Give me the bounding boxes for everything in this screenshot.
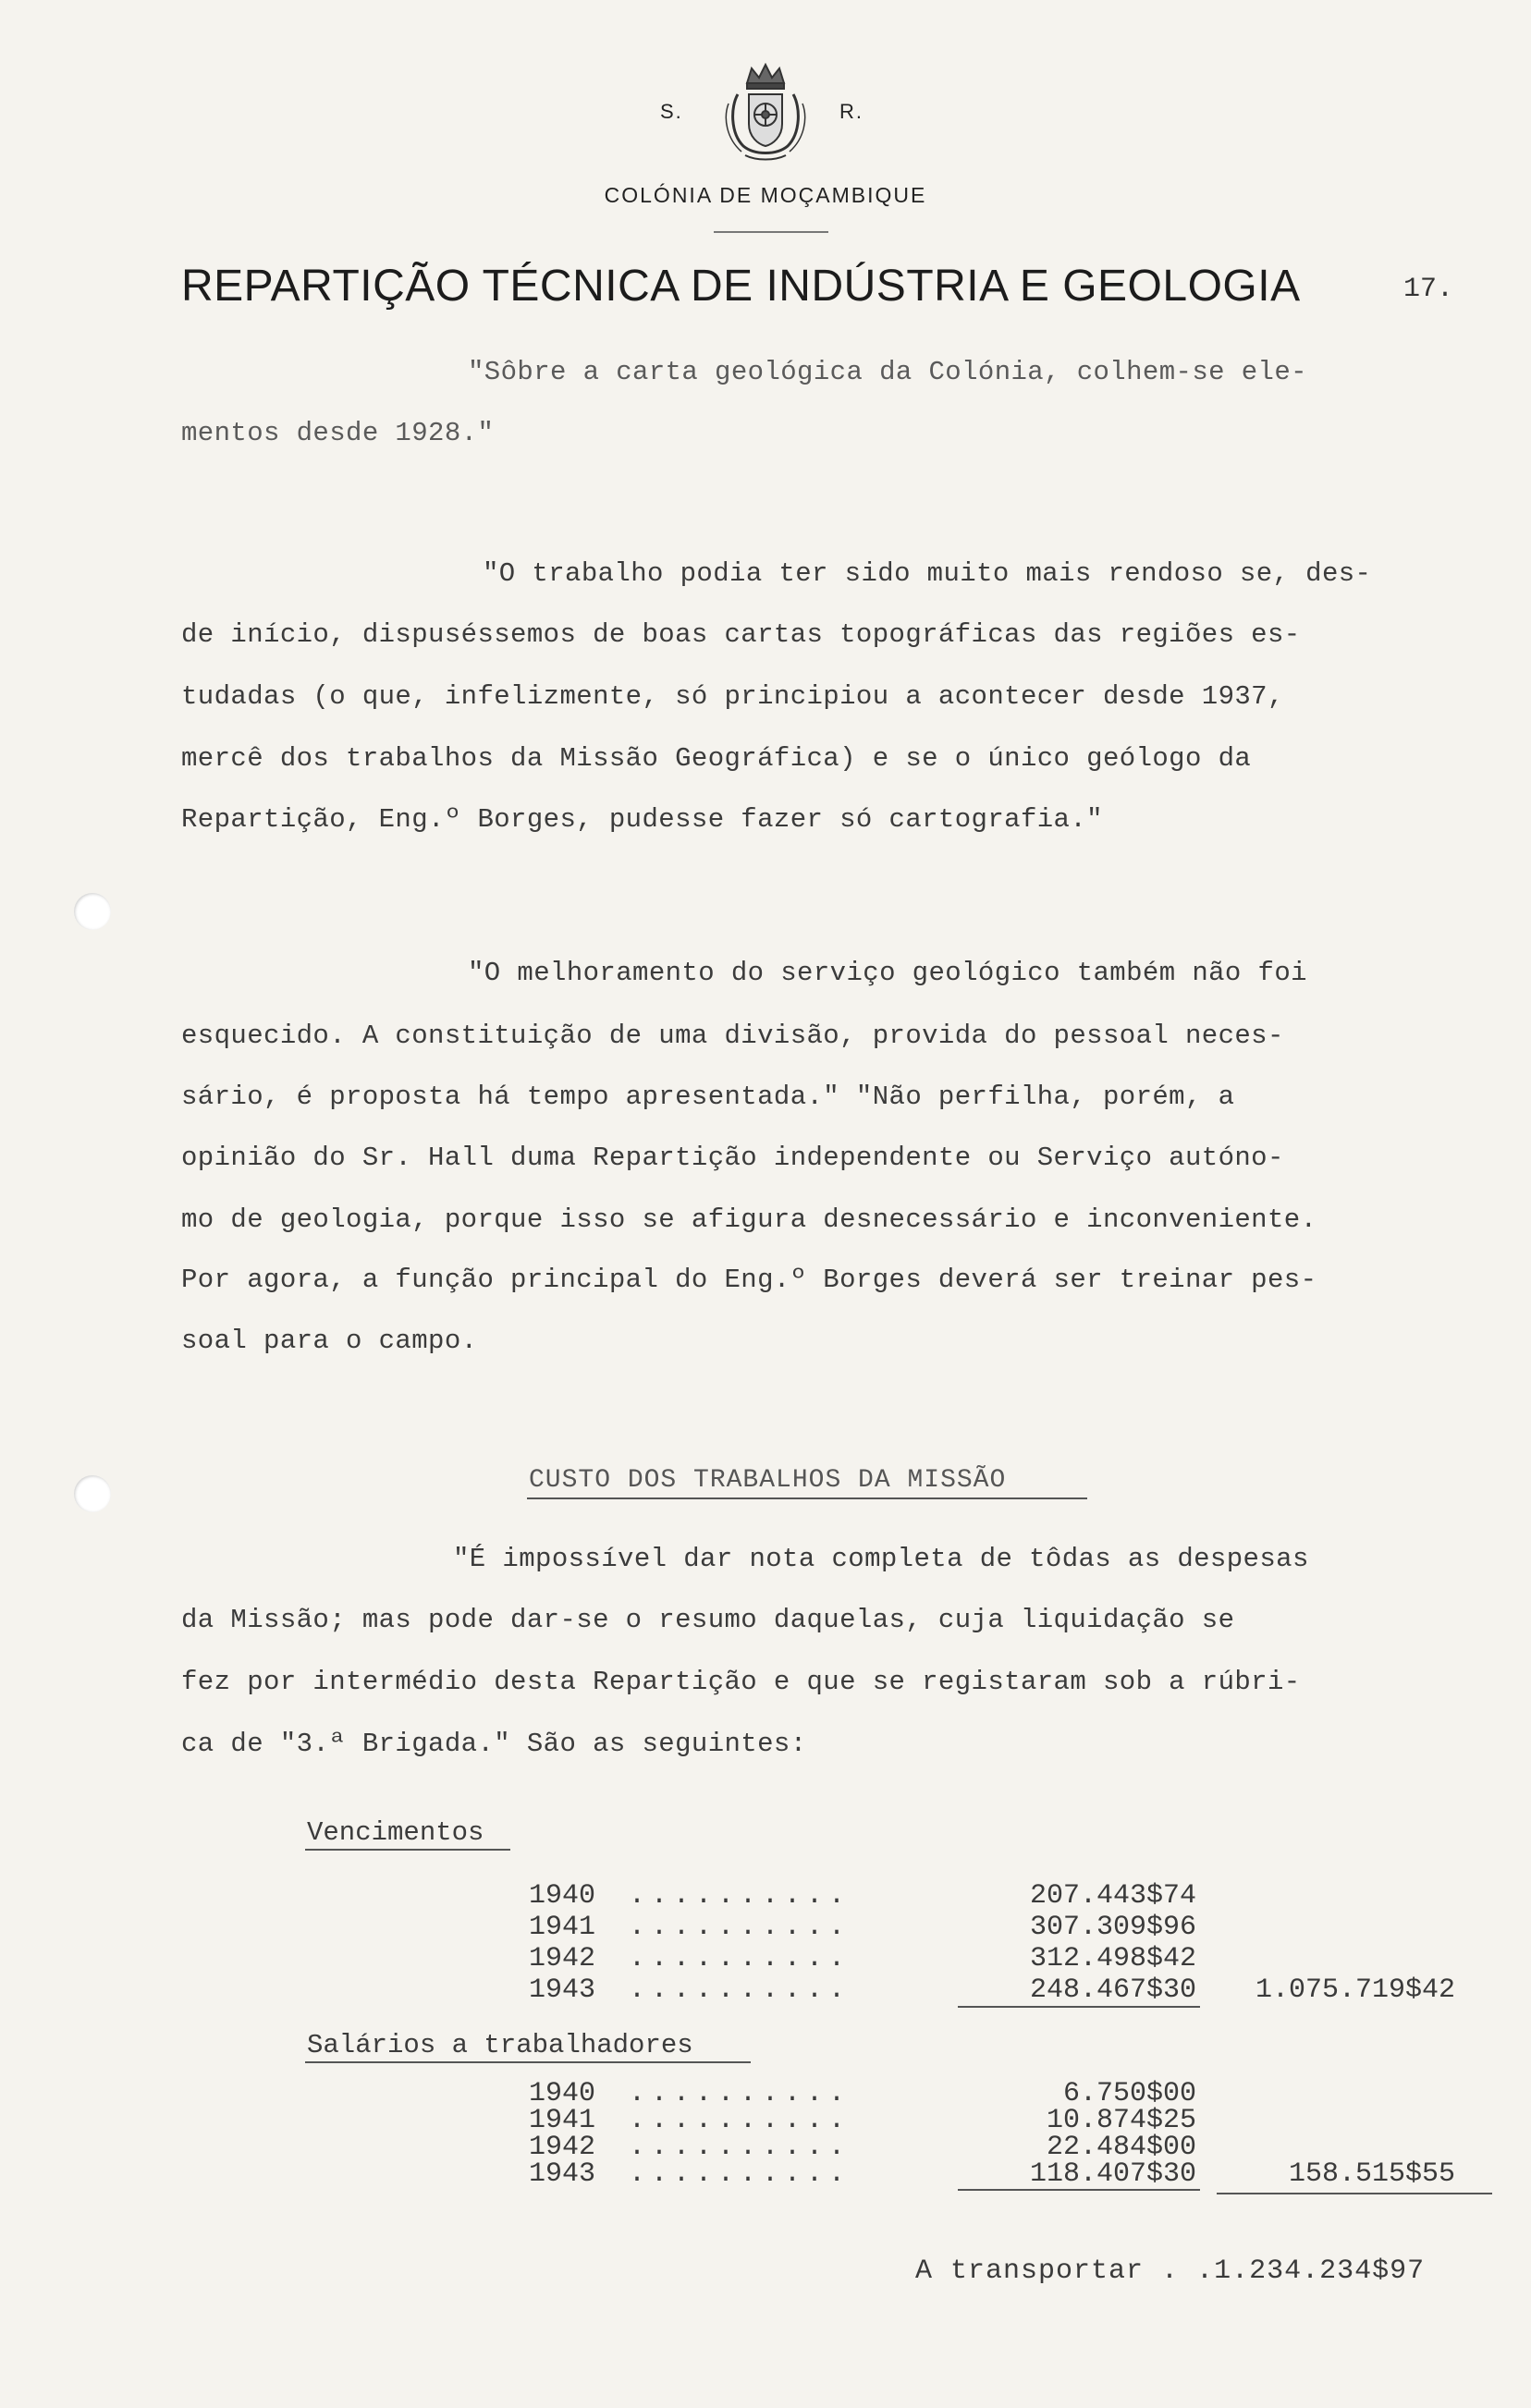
ledger-leader-dots: ..........	[629, 1880, 851, 1912]
punch-hole	[74, 1475, 111, 1512]
carry-forward-label: A transportar . .	[915, 2255, 1215, 2287]
letterhead-left-mark: S.	[660, 100, 683, 123]
ledger-amount: 118.407$30	[1029, 2158, 1196, 2190]
text-line: mo de geologia, porque isso se afigura desnecessário e inconveniente.	[181, 1204, 1317, 1235]
text-line: "O melhoramento do serviço geológico também não foi	[468, 958, 1307, 988]
text-line: "O trabalho podia ter sido muito mais rendoso se, des-	[483, 558, 1372, 589]
ledger-group-total: 158.515$55	[1288, 2158, 1455, 2190]
carry-forward-value: 1.234.234$97	[1214, 2255, 1426, 2287]
department-title: REPARTIÇÃO TÉCNICA DE INDÚSTRIA E GEOLOGIA	[181, 262, 1301, 311]
ledger-year: 1941	[529, 2105, 596, 2136]
total-rule	[1217, 2193, 1492, 2194]
text-line: opinião do Sr. Hall duma Repartição independente ou Serviço autóno-	[181, 1143, 1284, 1173]
ledger-leader-dots: ..........	[629, 1943, 851, 1974]
ledger-group-title: Salários a trabalhadores	[307, 2030, 693, 2060]
text-line: esquecido. A constituição de uma divisão, provida do pessoal neces-	[181, 1021, 1284, 1051]
ledger-amount: 207.443$74	[1029, 1880, 1196, 1912]
coat-of-arms-icon	[719, 63, 812, 163]
subtotal-rule	[958, 2189, 1200, 2191]
text-line: sário, é proposta há tempo apresentada." "Não perfilha, porém, a	[181, 1082, 1235, 1112]
page-number: 17.	[1403, 274, 1454, 305]
ledger-year: 1943	[529, 2158, 596, 2190]
text-line: "Sôbre a carta geológica da Colónia, colhem-se ele-	[468, 357, 1307, 387]
ledger-leader-dots: ..........	[629, 1974, 851, 2006]
punch-hole	[74, 893, 111, 930]
text-line: ca de "3.ª Brigada." São as seguintes:	[181, 1729, 807, 1759]
section-title-underline	[527, 1497, 1087, 1499]
ledger-year: 1940	[529, 1880, 596, 1912]
carry-forward	[915, 2255, 1425, 2287]
ledger-year: 1941	[529, 1912, 596, 1943]
ledger-year: 1943	[529, 1974, 596, 2006]
ledger-group-title: Vencimentos	[307, 1817, 484, 1848]
ledger-group-title-underline	[305, 1849, 510, 1851]
text-line: Repartição, Eng.º Borges, pudesse fazer só cartografia."	[181, 804, 1103, 835]
ledger-amount: 6.750$00	[1062, 2078, 1196, 2109]
ledger-year: 1942	[529, 2132, 596, 2163]
ledger-amount: 22.484$00	[1046, 2132, 1196, 2163]
ledger-year: 1942	[529, 1943, 596, 1974]
ledger-leader-dots: ..........	[629, 1912, 851, 1943]
text-line: fez por intermédio desta Repartição e que se registaram sob a rúbri-	[181, 1667, 1301, 1697]
ledger-leader-dots: ..........	[629, 2078, 851, 2109]
ledger-amount: 10.874$25	[1046, 2105, 1196, 2136]
text-line: de início, dispuséssemos de boas cartas topográficas das regiões es-	[181, 619, 1301, 650]
ledger-amount: 248.467$30	[1029, 1974, 1196, 2006]
ledger-amount: 312.498$42	[1029, 1943, 1196, 1974]
colony-name: COLÓNIA DE MOÇAMBIQUE	[604, 183, 927, 207]
ledger-leader-dots: ..........	[629, 2105, 851, 2136]
letterhead-divider	[714, 231, 828, 233]
text-line: "É impossível dar nota completa de tôdas as despesas	[453, 1544, 1309, 1574]
text-line: Por agora, a função principal do Eng.º Borges deverá ser treinar pes-	[181, 1265, 1317, 1295]
ledger-amount: 307.309$96	[1029, 1912, 1196, 1943]
text-line: soal para o campo.	[181, 1326, 478, 1356]
section-title: CUSTO DOS TRABALHOS DA MISSÃO	[529, 1466, 1007, 1495]
ledger-group-total: 1.075.719$42	[1255, 1974, 1455, 2006]
text-line: mentos desde 1928."	[181, 418, 495, 448]
ledger-year: 1940	[529, 2078, 596, 2109]
text-line: da Missão; mas pode dar-se o resumo daquelas, cuja liquidação se	[181, 1605, 1235, 1635]
text-line: tudadas (o que, infelizmente, só principiou a acontecer desde 1937,	[181, 681, 1284, 712]
letterhead-right-mark: R.	[839, 100, 863, 123]
ledger-leader-dots: ..........	[629, 2158, 851, 2190]
subtotal-rule	[958, 2006, 1200, 2008]
ledger-leader-dots: ..........	[629, 2132, 851, 2163]
ledger-group-title-underline	[305, 2061, 751, 2063]
text-line: mercê dos trabalhos da Missão Geográfica) e se o único geólogo da	[181, 743, 1252, 774]
